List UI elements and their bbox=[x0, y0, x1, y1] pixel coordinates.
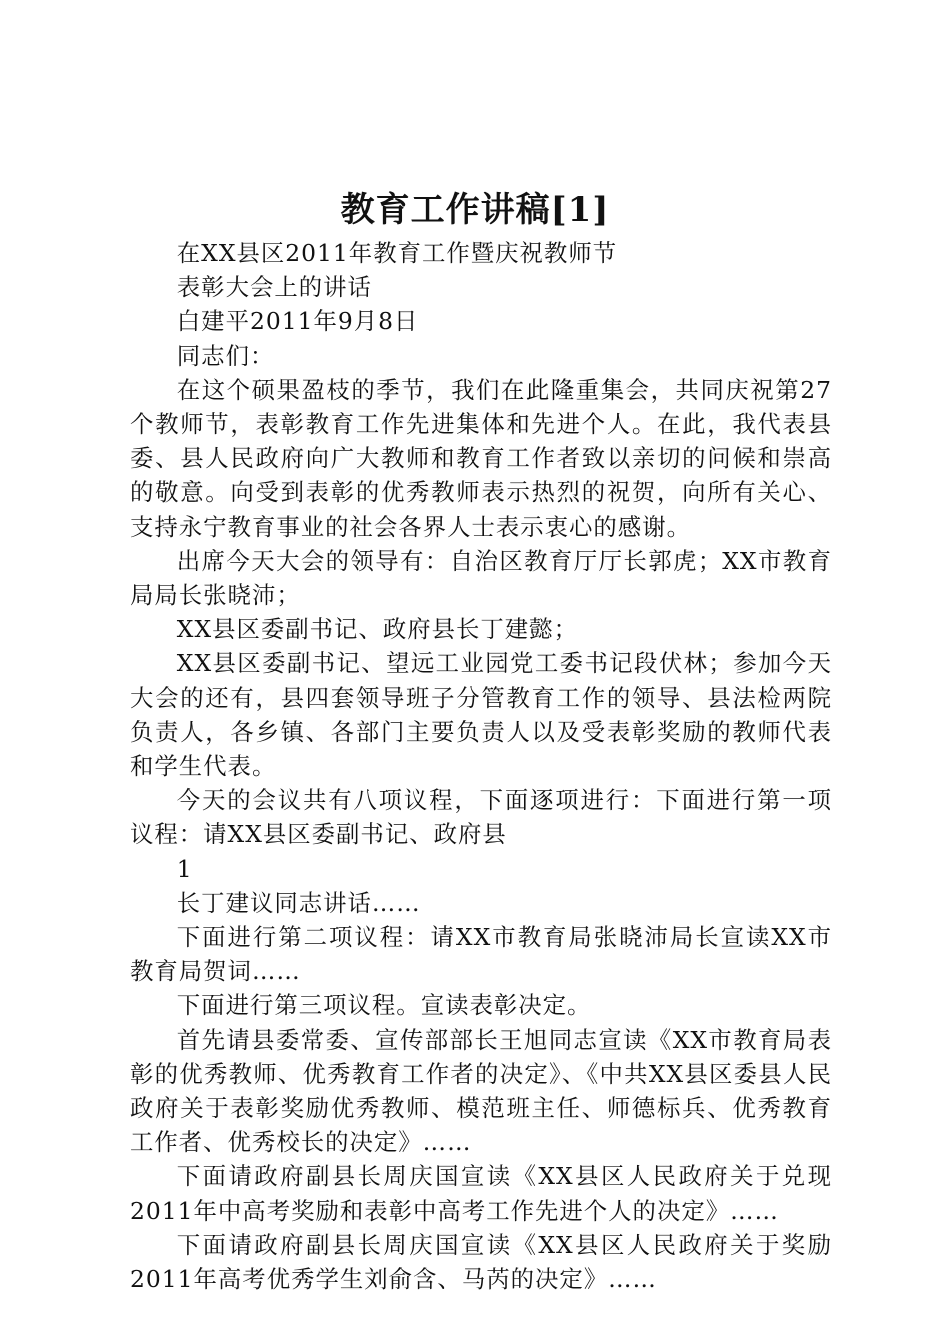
paragraph: 首先请县委常委、宣传部部长王旭同志宣读《XX市教育局表彰的优秀教师、优秀教育工作者的决定》、《中共XX县区委县人民政府关于表彰奖励优秀教师、模范班主任、师德标兵、优秀教育工作者、优秀校长的决定》…… bbox=[130, 1025, 832, 1157]
document-title: 教育工作讲稿[1] bbox=[340, 190, 610, 230]
paragraph: XX县区委副书记、望远工业园党工委书记段伏林；参加今天大会的还有，县四套领导班子分管教育工作的领导、县法检两院负责人，各乡镇、各部门主要负责人以及受表彰奖励的教师代表和学生代表。 bbox=[130, 649, 832, 781]
paragraph: 下面请政府副县长周庆国宣读《XX县区人民政府关于奖励2011年高考优秀学生刘俞含、马芮的决定》…… bbox=[130, 1230, 832, 1294]
paragraph: 下面进行第二项议程：请XX市教育局张晓沛局长宣读XX市教育局贺词…… bbox=[130, 923, 832, 986]
paragraph: 出席今天大会的领导有：自治区教育厅厅长郭虎；XX市教育局局长张晓沛； bbox=[130, 546, 832, 610]
page-number: 1 bbox=[176, 854, 193, 883]
document-body bbox=[130, 236, 832, 1296]
paragraph: 下面进行第三项议程。宣读表彰决定。 bbox=[176, 991, 592, 1020]
paragraph: 今天的会议共有八项议程，下面逐项进行：下面进行第一项议程：请XX县区委副书记、政府县 bbox=[130, 786, 832, 849]
paragraph: 在XX县区2011年教育工作暨庆祝教师节 bbox=[176, 239, 618, 267]
paragraph: 下面请政府副县长周庆国宣读《XX县区人民政府关于兑现2011年中高考奖励和表彰中高考工作先进个人的决定》…… bbox=[130, 1162, 832, 1225]
paragraph: 白建平2011年9月8日 bbox=[176, 307, 419, 336]
paragraph: 在这个硕果盈枝的季节，我们在此隆重集会，共同庆祝第27个教师节，表彰教育工作先进集体和先进个人。在此，我代表县委、县人民政府向广大教师和教育工作者致以亲切的问候和崇高的敬意。向受到表彰的优秀教师表示热烈的祝贺，向所有关心、支持永宁教育事业的社会各界人士表示衷心的感谢。 bbox=[130, 375, 832, 541]
paragraph: 表彰大会上的讲话 bbox=[176, 273, 372, 302]
paragraph: 同志们： bbox=[176, 341, 275, 370]
paragraph: 长丁建议同志讲话…… bbox=[176, 888, 421, 917]
paragraph: XX县区委副书记、政府县长丁建懿； bbox=[176, 615, 578, 644]
